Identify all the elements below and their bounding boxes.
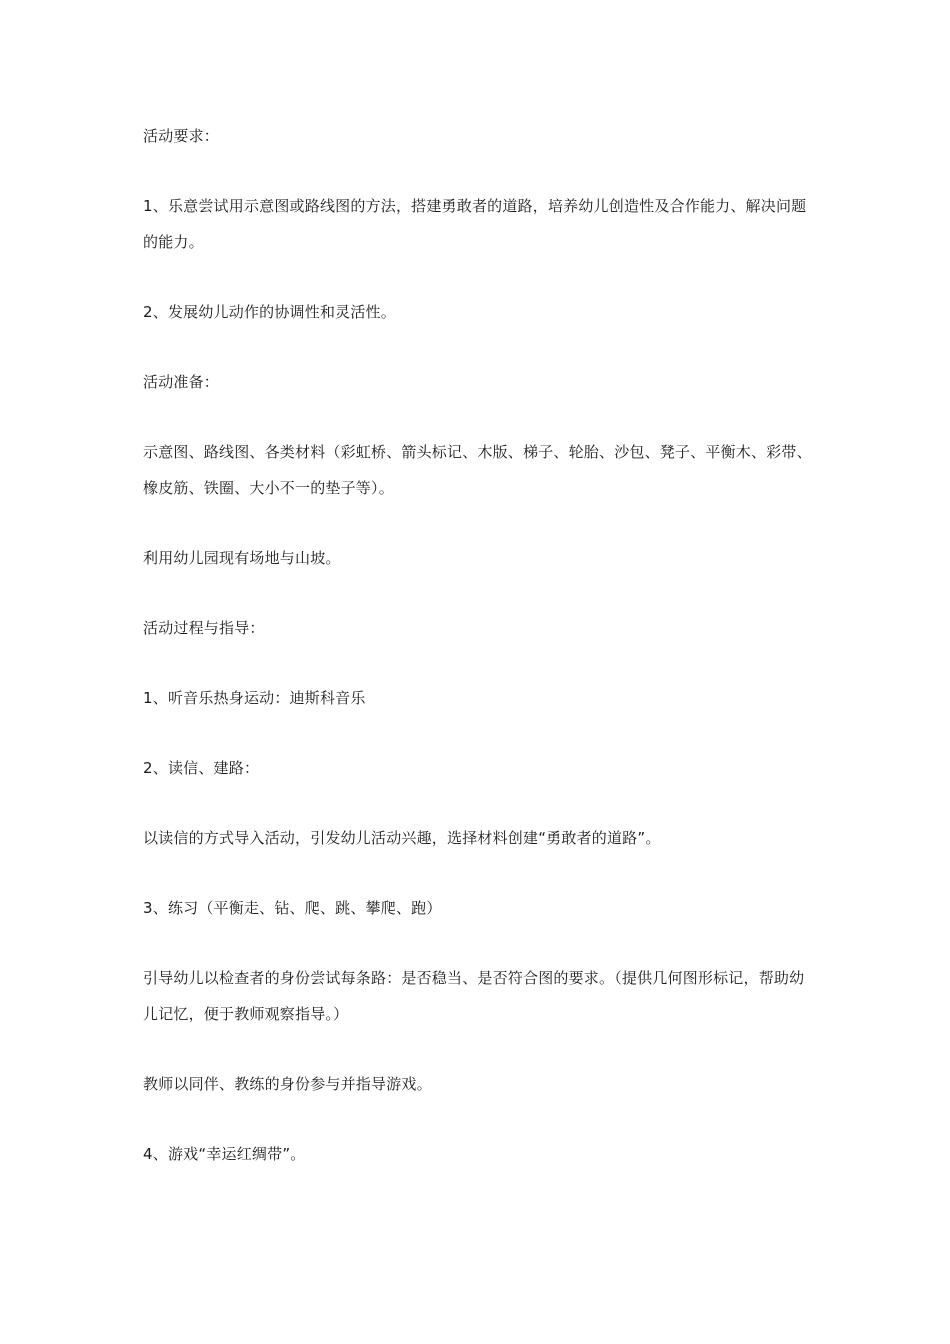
preparation-materials: 示意图、路线图、各类材料（彩虹桥、箭头标记、木版、梯子、轮胎、沙包、凳子、平衡木、彩带、橡皮筋、铁圈、大小不一的垫子等）。 — [143, 443, 812, 497]
requirement-item-2: 2、发展幼儿动作的协调性和灵活性。 — [143, 303, 396, 321]
process-step-3: 3、练习（平衡走、钻、爬、跳、攀爬、跑） — [143, 899, 442, 917]
process-step-2: 2、读信、建路： — [143, 759, 260, 777]
process-step-2-detail: 以读信的方式导入活动，引发幼儿活动兴趣，选择材料创建“勇敢者的道路”。 — [143, 829, 661, 847]
process-step-3-detail: 引导幼儿以检查者的身份尝试每条路：是否稳当、是否符合图的要求。（提供几何图形标记，帮助幼儿记忆，便于教师观察指导。） — [143, 969, 805, 1023]
heading-activity-preparation: 活动准备： — [143, 373, 220, 391]
heading-activity-process: 活动过程与指导： — [143, 619, 265, 637]
heading-activity-requirements: 活动要求： — [143, 127, 220, 145]
process-step-1: 1、听音乐热身运动：迪斯科音乐 — [143, 689, 366, 707]
requirement-item-1: 1、乐意尝试用示意图或路线图的方法，搭建勇敢者的道路，培养幼儿创造性及合作能力、解决问题的能力。 — [143, 197, 807, 251]
process-step-4: 4、游戏“幸运红绸带”。 — [143, 1145, 306, 1163]
preparation-venue: 利用幼儿园现有场地与山坡。 — [143, 549, 341, 567]
process-step-3-teacher-role: 教师以同伴、教练的身份参与并指导游戏。 — [143, 1075, 432, 1093]
document-body — [143, 118, 813, 1206]
